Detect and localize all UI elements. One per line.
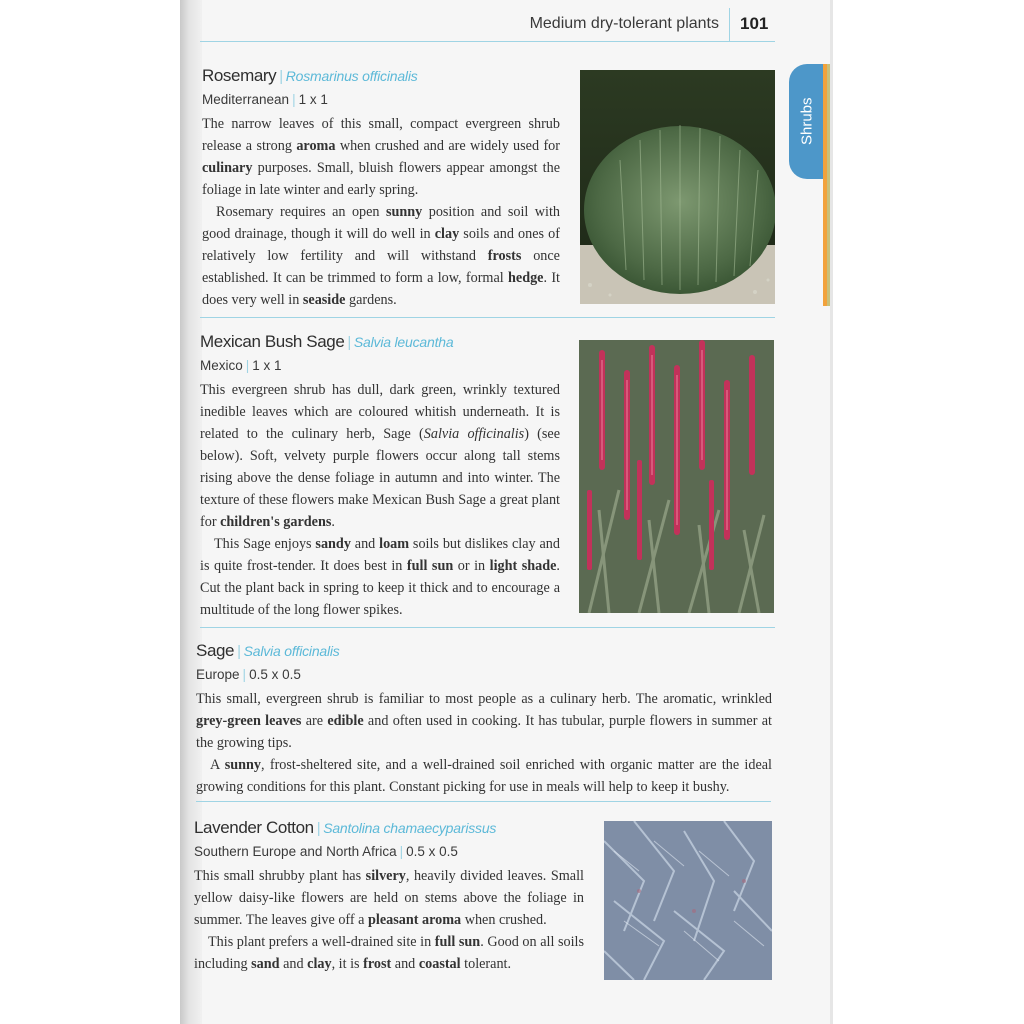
- entry-meta: Southern Europe and North Africa | 0.5 x 0.5: [194, 844, 458, 859]
- entry-title: Sage | Salvia officinalis: [196, 641, 340, 660]
- text-run: This Sage enjoys: [214, 536, 316, 552]
- text-run: . It does very well in: [202, 270, 560, 308]
- bold-keyword: frost: [363, 956, 392, 972]
- bold-keyword: aroma: [296, 138, 336, 154]
- entry-paragraph: [194, 931, 584, 975]
- book-gutter: [0, 0, 192, 1024]
- text-run: gardens.: [345, 292, 397, 308]
- origin: Southern Europe and North Africa: [194, 844, 397, 859]
- entry-meta: Mexico | 1 x 1: [200, 358, 282, 373]
- origin: Europe: [196, 667, 240, 682]
- text-run: soils but dislikes clay and is quite frost-tender. It does best in: [200, 536, 560, 574]
- bold-keyword: sand: [251, 956, 280, 972]
- italic-text: Salvia officinalis: [423, 426, 525, 442]
- plant-entry-mexican-bush-sage: [200, 332, 560, 621]
- bold-keyword: clay: [307, 956, 332, 972]
- bold-keyword: edible: [327, 713, 364, 729]
- page-edge: [830, 0, 833, 1024]
- entry-body: [196, 688, 772, 798]
- entry-paragraph: [202, 113, 560, 201]
- plant-size: 1 x 1: [252, 358, 282, 373]
- text-run: , frost-sheltered site, and a well-drained soil enriched with organic matter are the ideal growing conditions for this plant. Constant picking for use in meals will help to keep it bushy.: [196, 757, 772, 795]
- shrubs-section-tab[interactable]: [789, 64, 825, 179]
- bold-keyword: sunny: [385, 204, 423, 220]
- text-run: purposes. Small, bluish flowers appear amongst the foliage in late winter and early spring.: [202, 160, 560, 198]
- entry-body: [202, 113, 560, 311]
- plant-size: 1 x 1: [298, 92, 328, 107]
- bold-keyword: pleasant aroma: [368, 912, 462, 928]
- page-number: 101: [740, 14, 769, 33]
- tab-stripe-olive: [827, 64, 830, 306]
- text-run: , heavily divided leaves. Small yellow daisy-like flowers are held on stems above the foliage in summer. The leaves give off a: [194, 868, 584, 928]
- plant-size: 0.5 x 0.5: [249, 667, 301, 682]
- plant-entry-sage: [196, 641, 772, 798]
- entry-title: Mexican Bush Sage | Salvia leucantha: [200, 332, 454, 351]
- latin-name: Salvia officinalis: [243, 643, 340, 659]
- running-header-title: Medium dry-tolerant plants: [529, 15, 719, 32]
- text-run: ) (see below). Soft, velvety purple flowers occur along tall stems rising above the dense foliage in autumn and into winter. The texture of these flowers make Mexican Bush Sage a great plant for: [200, 426, 560, 530]
- entry-divider: [200, 627, 775, 628]
- entry-meta: Mediterranean | 1 x 1: [202, 92, 328, 107]
- text-run: A: [210, 757, 225, 773]
- bold-keyword: sandy: [315, 536, 351, 552]
- section-tab-label: Shrubs: [798, 97, 816, 146]
- entry-divider: [196, 801, 771, 802]
- bold-keyword: clay: [434, 226, 460, 242]
- text-run: when crushed and are widely used for: [335, 138, 560, 154]
- latin-name: Salvia leucantha: [353, 334, 454, 350]
- bold-keyword: full sun: [406, 558, 454, 574]
- plant-entry-rosemary: [202, 66, 560, 311]
- bold-keyword: loam: [379, 536, 410, 552]
- bold-keyword: hedge: [508, 270, 544, 286]
- text-run: This small, evergreen shrub is familiar to most people as a culinary herb. The aromatic, wrinkled: [196, 691, 772, 707]
- bold-keyword: children's gardens: [220, 514, 332, 530]
- text-run: This small shrubby plant has: [194, 868, 366, 884]
- text-run: and: [279, 956, 308, 972]
- bold-keyword: seaside: [302, 292, 346, 308]
- text-run: position and soil with good drainage, though it will do well in: [202, 204, 560, 242]
- entry-paragraph: [202, 201, 560, 311]
- common-name: Rosemary: [202, 66, 277, 85]
- entry-title: Rosemary | Rosmarinus officinalis: [202, 66, 418, 85]
- text-run: and often used in cooking. It has tubular, purple flowers in summer at the growing tips.: [196, 713, 772, 751]
- text-run: .: [331, 514, 335, 530]
- bold-keyword: grey-green leaves: [196, 713, 302, 729]
- latin-name: Santolina chamaecyparissus: [323, 820, 497, 836]
- entry-paragraph: [196, 754, 772, 798]
- entry-paragraph: [194, 865, 584, 931]
- origin: Mexico: [200, 358, 243, 373]
- text-run: . Cut the plant back in spring to keep it thick and to encourage a multitude of the long flower spikes.: [200, 558, 560, 618]
- text-run: are: [301, 713, 328, 729]
- lavender-cotton-photo: [604, 821, 772, 980]
- bold-keyword: silvery: [365, 868, 406, 884]
- text-run: This evergreen shrub has dull, dark green, wrinkly textured inedible leaves which are coloured whitish underneath. It is related to the culinary herb, Sage (: [200, 382, 560, 442]
- rosemary-photo: [580, 70, 775, 304]
- entry-meta: Europe | 0.5 x 0.5: [196, 667, 301, 682]
- common-name: Mexican Bush Sage: [200, 332, 345, 351]
- bold-keyword: sunny: [224, 757, 262, 773]
- entry-divider: [200, 317, 775, 318]
- entry-paragraph: [200, 379, 560, 533]
- plant-size: 0.5 x 0.5: [406, 844, 458, 859]
- text-run: tolerant.: [460, 956, 512, 972]
- header-rule: [200, 41, 775, 42]
- text-run: , it is: [331, 956, 364, 972]
- header-divider: [729, 8, 730, 42]
- entry-paragraph: [196, 688, 772, 754]
- entry-body: [194, 865, 584, 975]
- entry-paragraph: [200, 533, 560, 621]
- text-run: when crushed.: [461, 912, 547, 928]
- plant-entry-lavender-cotton: [194, 818, 584, 975]
- text-run: This plant prefers a well-drained site in: [208, 934, 435, 950]
- text-run: or in: [453, 558, 490, 574]
- common-name: Sage: [196, 641, 235, 660]
- text-run: once established. It can be trimmed to form a low, formal: [202, 248, 560, 286]
- text-run: Rosemary requires an open: [216, 204, 386, 220]
- text-run: soils and ones of relatively low fertility and will withstand: [202, 226, 560, 264]
- bold-keyword: light shade: [489, 558, 557, 574]
- latin-name: Rosmarinus officinalis: [285, 68, 418, 84]
- bold-keyword: full sun: [434, 934, 481, 950]
- text-run: The narrow leaves of this small, compact evergreen shrub release a strong: [202, 116, 560, 154]
- bold-keyword: frosts: [487, 248, 522, 264]
- text-run: and: [391, 956, 419, 972]
- common-name: Lavender Cotton: [194, 818, 314, 837]
- entry-title: Lavender Cotton | Santolina chamaecyparissus: [194, 818, 497, 837]
- text-run: . Good on all soils including: [194, 934, 584, 972]
- entry-body: [200, 379, 560, 621]
- bold-keyword: culinary: [202, 160, 253, 176]
- mexican-bush-sage-photo: [579, 340, 774, 613]
- bold-keyword: coastal: [418, 956, 461, 972]
- text-run: and: [350, 536, 380, 552]
- origin: Mediterranean: [202, 92, 290, 107]
